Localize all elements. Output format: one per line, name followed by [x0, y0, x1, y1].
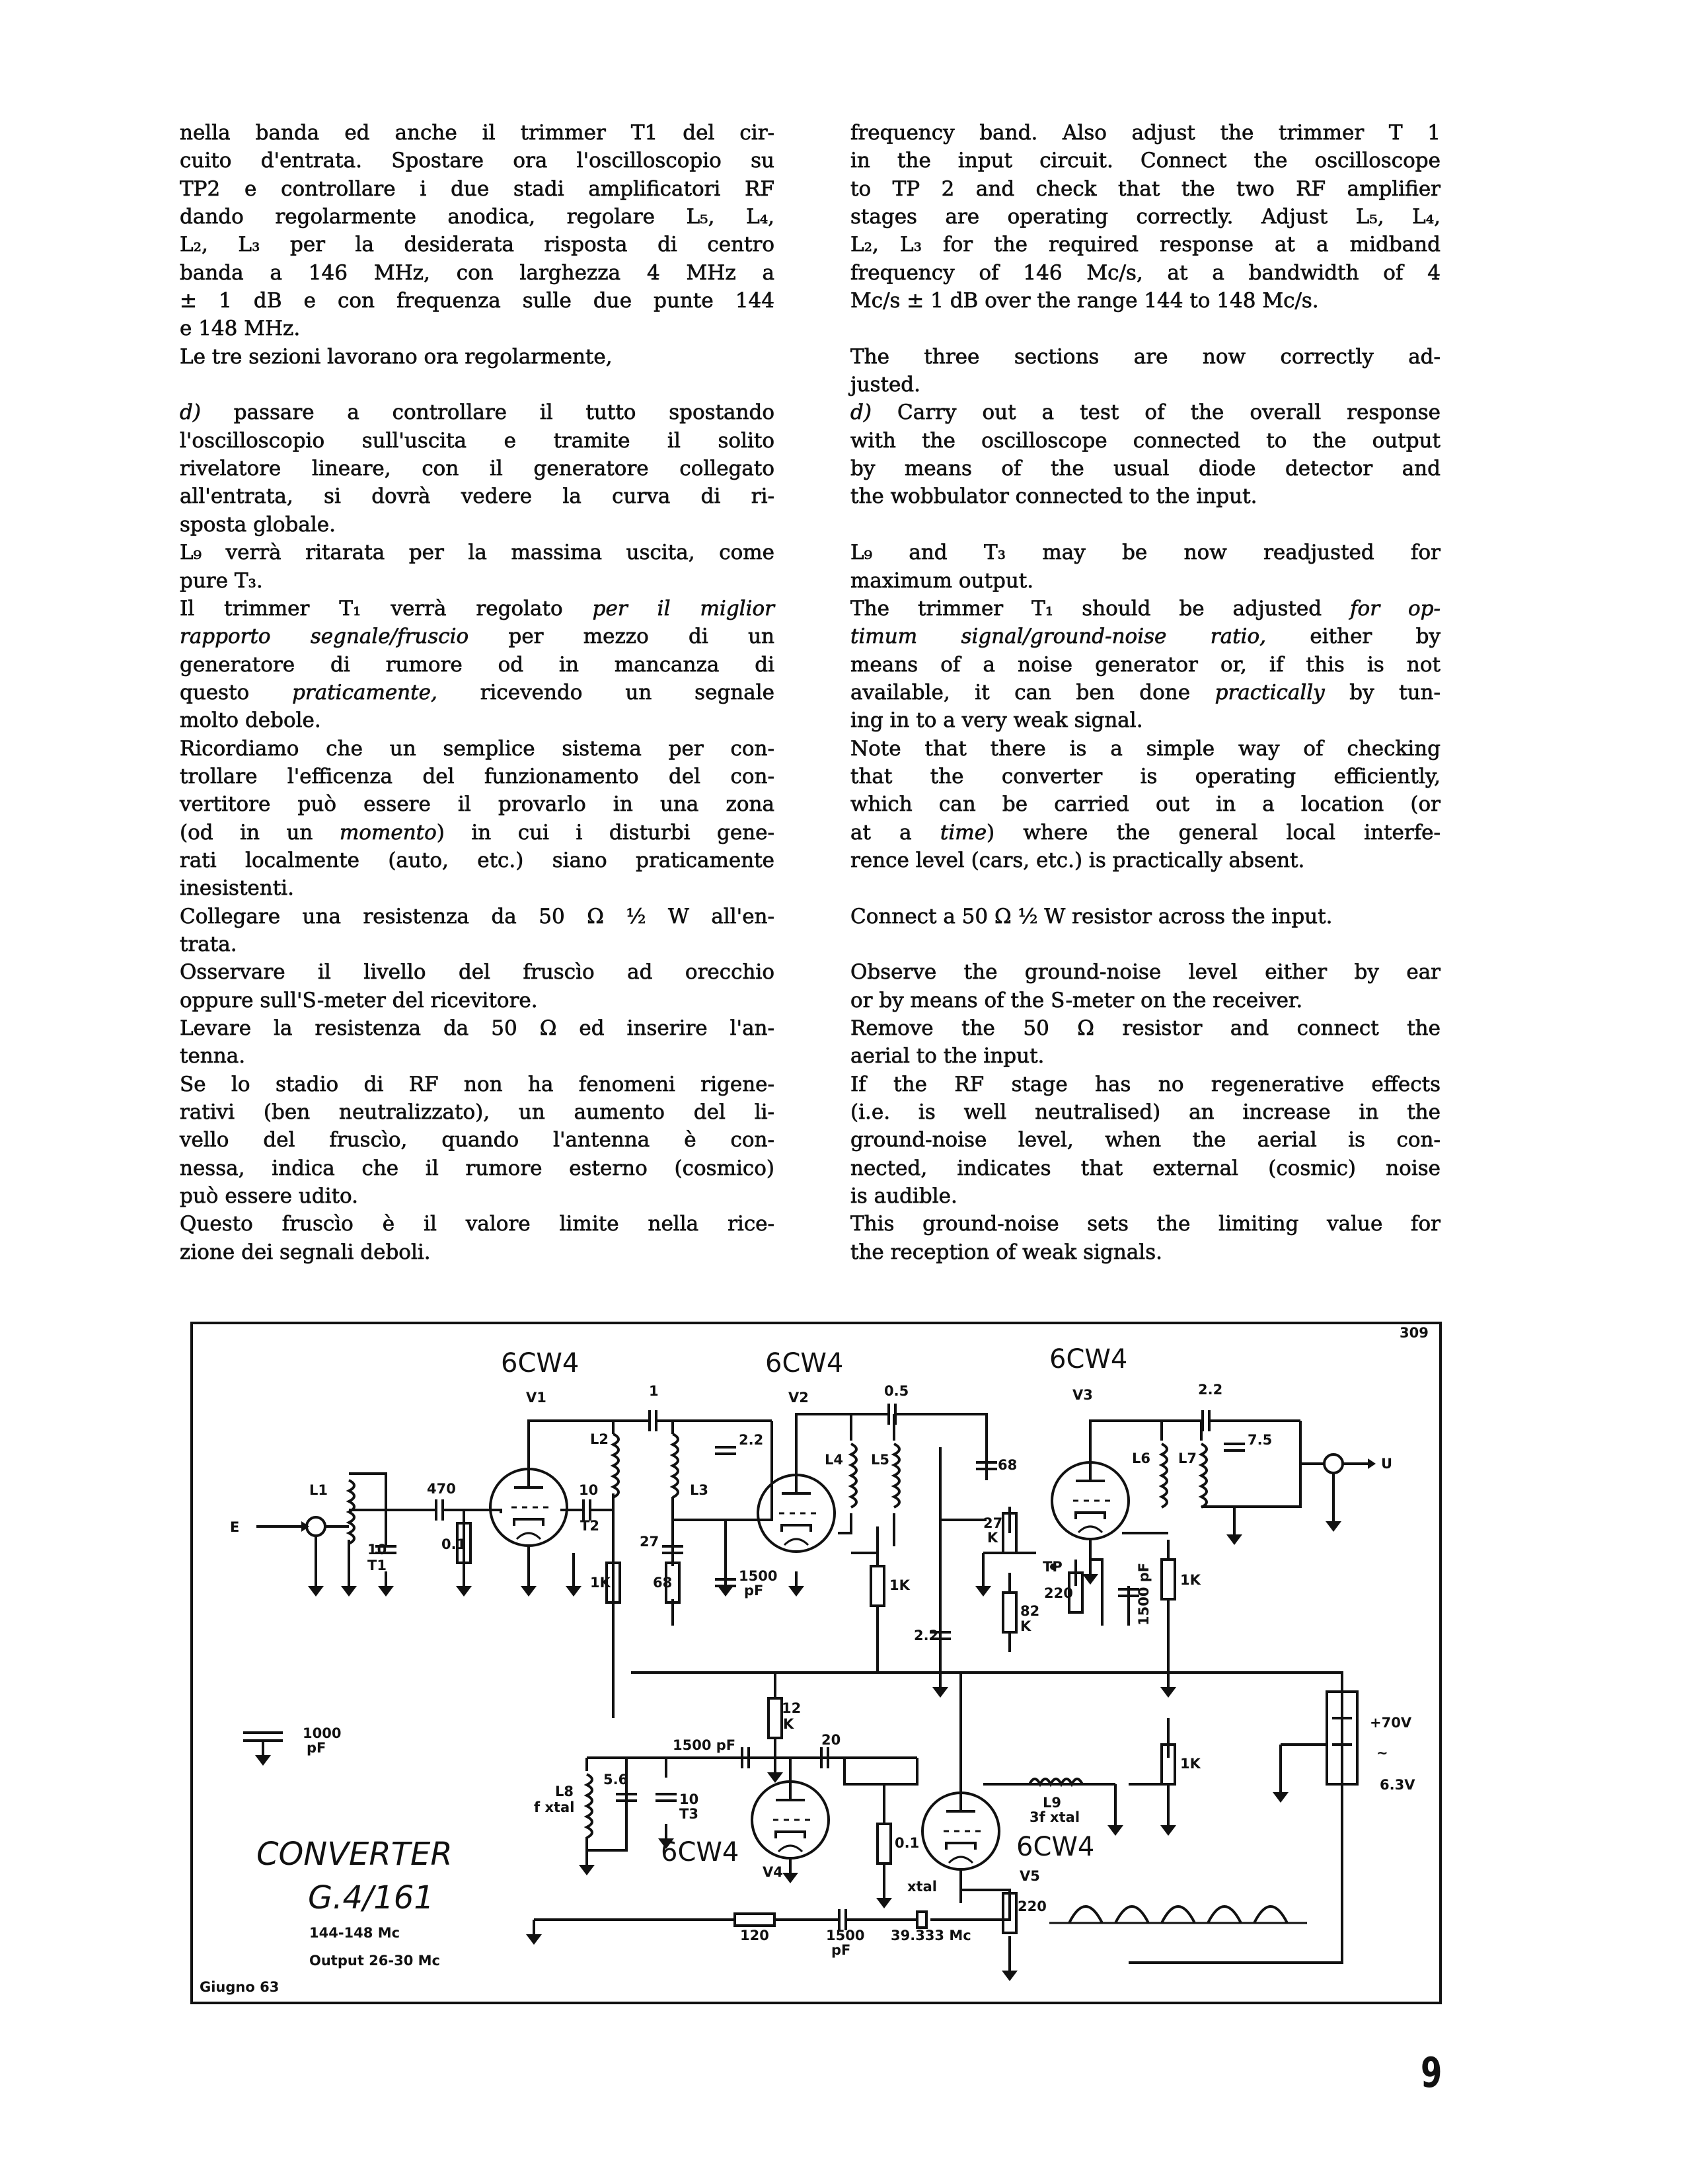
svg-text:+70V: +70V	[1370, 1715, 1412, 1731]
text-segment: in the input circuit. Connect the oscilloscope	[850, 149, 1441, 173]
text-segment: maximum output.	[850, 568, 1034, 593]
italic-text: practically	[1215, 680, 1325, 704]
text-line	[180, 1014, 774, 1042]
text-segment: TP2 e controllare i due stadi amplificatori RF	[180, 176, 774, 201]
text-line	[850, 987, 1441, 1014]
svg-text:L4: L4	[825, 1452, 843, 1468]
text-segment: nessa, indica che il rumore esterno (cosmico)	[180, 1156, 774, 1180]
text-segment: e 148 MHz.	[180, 317, 301, 341]
text-line	[850, 763, 1441, 790]
text-line	[850, 958, 1441, 986]
svg-text:L6: L6	[1132, 1450, 1150, 1466]
text-line	[180, 427, 774, 455]
text-segment: trata.	[180, 932, 237, 956]
text-segment: per mezzo di un	[468, 624, 775, 649]
svg-text:V4: V4	[763, 1864, 783, 1880]
text-segment: nella banda ed anche il trimmer T1 del cir-	[180, 121, 774, 145]
text-segment: (od in un	[180, 820, 340, 845]
tube-v5	[922, 1790, 1094, 1884]
text-line	[850, 119, 1441, 147]
text-segment: ) in cui i disturbi gene-	[436, 820, 774, 845]
text-segment: rence level (cars, etc.) is practically absent.	[850, 848, 1305, 872]
text-segment: which can be carried out in a location (or	[850, 792, 1441, 817]
text-line	[850, 1210, 1441, 1238]
svg-text:L2: L2	[590, 1431, 609, 1447]
text-line	[180, 735, 774, 763]
text-line	[180, 175, 774, 203]
text-line	[180, 343, 774, 371]
text-line	[180, 539, 774, 566]
text-segment: with the oscilloscope connected to the output	[850, 428, 1441, 453]
svg-text:K: K	[783, 1716, 794, 1732]
blank-line	[850, 315, 1441, 342]
svg-text:1K: 1K	[1180, 1756, 1201, 1772]
text-segment: rati localmente (auto, etc.) siano praticamente	[180, 848, 774, 872]
italian-text-column	[180, 119, 774, 1266]
svg-text:L7: L7	[1178, 1450, 1197, 1466]
text-line	[850, 679, 1441, 706]
svg-text:6CW4: 6CW4	[661, 1837, 739, 1867]
text-segment: rivelatore lineare, con il generatore collegato	[180, 457, 774, 481]
text-segment: stages are operating correctly. Adjust L₅, L₄,	[850, 205, 1441, 229]
text-line	[180, 706, 774, 734]
text-line	[850, 1071, 1441, 1098]
frequency-band: 144-148 Mc	[309, 1925, 400, 1941]
italic-text: d)	[180, 400, 201, 425]
italic-text: time	[940, 820, 987, 845]
text-segment: zione dei segnali deboli.	[180, 1240, 431, 1264]
svg-text:T1: T1	[367, 1558, 387, 1573]
svg-text:L3: L3	[690, 1482, 708, 1498]
text-segment: banda a 146 MHz, con larghezza 4 MHz a	[180, 260, 774, 285]
text-line	[850, 259, 1441, 287]
text-line	[850, 231, 1441, 258]
svg-text:1K: 1K	[889, 1577, 910, 1593]
svg-text:2.2: 2.2	[914, 1628, 939, 1643]
text-segment: The three sections are now correctly ad-	[850, 344, 1441, 369]
text-line	[180, 1126, 774, 1154]
text-segment: può essere udito.	[180, 1184, 359, 1209]
svg-text:pF: pF	[744, 1583, 764, 1599]
text-line	[180, 259, 774, 287]
svg-text:10: 10	[367, 1542, 387, 1558]
text-segment: or by means of the S-meter on the receiver.	[850, 988, 1303, 1012]
sheet-number: 309	[1400, 1325, 1429, 1341]
text-segment: by tun-	[1324, 680, 1441, 704]
svg-text:120: 120	[740, 1928, 769, 1943]
italic-text: for op-	[1350, 596, 1441, 621]
text-line	[850, 903, 1441, 930]
svg-text:39.333 Mc: 39.333 Mc	[891, 1928, 971, 1943]
svg-text:1000: 1000	[303, 1725, 342, 1741]
text-segment: the reception of weak signals.	[850, 1240, 1162, 1264]
text-segment: Ricordiamo che un semplice sistema per con-	[180, 736, 774, 761]
text-line	[180, 1210, 774, 1238]
text-segment: Se lo stadio di RF non ha fenomeni rigene-	[180, 1072, 774, 1096]
converter-schematic	[190, 1322, 1442, 2004]
text-line	[850, 1042, 1441, 1070]
svg-text:10: 10	[679, 1791, 699, 1807]
text-line	[180, 1098, 774, 1126]
text-segment: Le tre sezioni lavorano ora regolarmente,	[180, 344, 613, 369]
text-line	[850, 819, 1441, 847]
text-segment: Questo fruscìo è il valore limite nella rice-	[180, 1212, 774, 1236]
text-line	[850, 595, 1441, 622]
text-line	[180, 958, 774, 986]
svg-text:27: 27	[983, 1515, 1003, 1531]
text-line	[180, 847, 774, 874]
text-segment: Osservare il livello del fruscìo ad orecchio	[180, 960, 774, 985]
svg-text:3f xtal: 3f xtal	[1030, 1809, 1080, 1825]
svg-text:1500: 1500	[739, 1568, 778, 1584]
text-segment: is audible.	[850, 1184, 957, 1209]
schematic-date: Giugno 63	[200, 1979, 280, 1995]
svg-text:10: 10	[579, 1482, 599, 1498]
text-line	[180, 231, 774, 258]
text-segment: If the RF stage has no regenerative effects	[850, 1072, 1441, 1096]
text-segment: trollare l'efficenza del funzionamento del con-	[180, 764, 774, 788]
text-segment: Levare la resistenza da 50 Ω ed inserire l'an-	[180, 1016, 774, 1040]
text-segment: justed.	[850, 373, 920, 397]
text-segment: L₉ verrà ritarata per la massima uscita, come	[180, 541, 774, 565]
text-line	[850, 651, 1441, 679]
text-segment: passare a controllare il tutto spostando	[200, 400, 774, 425]
text-line	[850, 343, 1441, 371]
page-number: 9	[1421, 2049, 1442, 2097]
svg-text:L1: L1	[309, 1482, 328, 1498]
svg-text:E: E	[230, 1519, 240, 1535]
svg-text:L9: L9	[1043, 1795, 1061, 1811]
text-segment: This ground-noise sets the limiting value for	[850, 1212, 1441, 1236]
svg-text:6CW4: 6CW4	[1016, 1832, 1095, 1862]
svg-text:0.1: 0.1	[441, 1536, 467, 1552]
svg-text:V1: V1	[526, 1390, 546, 1406]
text-segment: Collegare una resistenza da 50 Ω ½ W all'en-	[180, 904, 774, 928]
svg-text:12: 12	[782, 1700, 802, 1716]
text-line	[850, 706, 1441, 734]
text-line	[180, 567, 774, 595]
text-line	[180, 1182, 774, 1210]
svg-text:1500 pF: 1500 pF	[673, 1737, 736, 1753]
text-line	[180, 763, 774, 790]
blank-line	[180, 371, 774, 398]
text-segment: L₂, L₃ per la desiderata risposta di centro	[180, 233, 774, 257]
text-line	[180, 903, 774, 930]
text-segment: molto debole.	[180, 708, 321, 733]
blank-line	[850, 511, 1441, 539]
text-segment: inesistenti.	[180, 876, 294, 901]
text-segment: nected, indicates that external (cosmic) noise	[850, 1156, 1441, 1180]
text-segment: all'entrata, si dovrà vedere la curva di ri-	[180, 484, 774, 509]
text-line	[180, 398, 774, 426]
text-line	[180, 119, 774, 147]
svg-text:f xtal: f xtal	[534, 1799, 575, 1815]
text-segment: pure T₃.	[180, 568, 263, 593]
svg-text:6CW4: 6CW4	[1049, 1344, 1128, 1374]
text-line	[180, 511, 774, 539]
text-line	[850, 1182, 1441, 1210]
text-line	[180, 1042, 774, 1070]
text-line	[180, 455, 774, 482]
text-segment: (i.e. is well neutralised) an increase in the	[850, 1100, 1441, 1125]
text-segment: dando regolarmente anodica, regolare L₅, L₄,	[180, 205, 774, 229]
text-segment: Mc/s ± 1 dB over the range 144 to 148 Mc/s.	[850, 289, 1319, 313]
text-segment: either by	[1265, 624, 1441, 649]
svg-text:L5: L5	[871, 1452, 889, 1468]
svg-text:20: 20	[821, 1732, 841, 1748]
svg-text:6CW4: 6CW4	[765, 1348, 844, 1378]
text-segment: vertitore può essere il provarlo in una zona	[180, 792, 774, 817]
italic-text: momento	[339, 820, 437, 845]
text-line	[180, 819, 774, 847]
text-segment: means of a noise generator or, if this is not	[850, 652, 1441, 677]
text-line	[180, 203, 774, 231]
text-segment: the wobbulator connected to the input.	[850, 484, 1257, 509]
text-line	[180, 287, 774, 315]
svg-text:1500 pF: 1500 pF	[1136, 1562, 1152, 1626]
svg-text:82: 82	[1020, 1603, 1040, 1619]
text-segment: ± 1 dB e con frequenza sulle due punte 144	[180, 289, 774, 313]
svg-text:xtal: xtal	[907, 1879, 937, 1895]
svg-text:7.5: 7.5	[1248, 1432, 1273, 1448]
text-segment: ground-noise level, when the aerial is con-	[850, 1128, 1441, 1152]
text-segment: to TP 2 and check that the two RF amplifier	[850, 176, 1441, 201]
text-line	[850, 735, 1441, 763]
text-line	[850, 1154, 1441, 1182]
text-segment: that the converter is operating efficiently,	[850, 764, 1441, 788]
text-line	[180, 482, 774, 510]
svg-text:6CW4: 6CW4	[501, 1348, 580, 1378]
italic-text: d)	[850, 400, 872, 425]
svg-text:0.5: 0.5	[884, 1383, 909, 1399]
schematic-model: G.4/161	[308, 1879, 434, 1916]
capacitor-symbol-legend	[243, 1733, 283, 1766]
text-segment: frequency of 146 Mc/s, at a bandwidth of 4	[850, 260, 1441, 285]
svg-text:T2: T2	[580, 1518, 599, 1534]
text-line	[180, 1071, 774, 1098]
text-line	[850, 1238, 1441, 1266]
blank-line	[850, 874, 1441, 902]
text-segment: The trimmer T₁ should be adjusted	[850, 596, 1351, 621]
svg-text:470: 470	[427, 1481, 456, 1497]
text-segment: oppure sull'S-meter del ricevitore.	[180, 988, 538, 1012]
text-line	[180, 315, 774, 342]
svg-text:L8: L8	[555, 1784, 574, 1799]
text-segment: by means of the usual diode detector and	[850, 457, 1441, 481]
svg-text:K: K	[987, 1530, 998, 1546]
svg-text:pF: pF	[831, 1942, 851, 1958]
svg-text:5.6: 5.6	[603, 1772, 628, 1788]
tube-v1	[490, 1348, 579, 1546]
text-segment: frequency band. Also adjust the trimmer T 1	[850, 121, 1441, 145]
text-segment: ricevendo un segnale	[437, 680, 774, 704]
svg-text:T3: T3	[679, 1806, 698, 1822]
text-line	[850, 1014, 1441, 1042]
text-segment: sposta globale.	[180, 512, 336, 537]
svg-text:1: 1	[649, 1383, 659, 1399]
text-segment: L₂, L₃ for the required response at a midband	[850, 233, 1441, 257]
text-segment: available, it can ben done	[850, 680, 1215, 704]
text-line	[180, 874, 774, 902]
svg-text:V5: V5	[1020, 1868, 1040, 1884]
text-segment: rativi (ben neutralizzato), un aumento del li-	[180, 1100, 774, 1125]
english-text-column	[850, 119, 1441, 1266]
svg-text:pF: pF	[307, 1740, 326, 1756]
svg-text:V3: V3	[1072, 1387, 1093, 1403]
text-line	[850, 175, 1441, 203]
italic-text: praticamente,	[292, 680, 437, 704]
text-line	[850, 567, 1441, 595]
text-line	[180, 987, 774, 1014]
svg-text:220: 220	[1018, 1899, 1047, 1914]
blank-line	[850, 930, 1441, 958]
text-segment: Carry out a test of the overall response	[871, 400, 1441, 425]
text-segment: ing in to a very weak signal.	[850, 708, 1143, 733]
text-line	[850, 790, 1441, 818]
svg-text:~: ~	[1376, 1745, 1388, 1761]
text-line	[850, 1126, 1441, 1154]
svg-text:1500: 1500	[826, 1928, 865, 1943]
text-line	[850, 427, 1441, 455]
text-segment: tenna.	[180, 1044, 246, 1069]
text-segment: cuito d'entrata. Spostare ora l'oscilloscopio su	[180, 149, 774, 173]
text-line	[850, 482, 1441, 510]
text-segment: aerial to the input.	[850, 1044, 1045, 1069]
text-line	[180, 1238, 774, 1266]
text-segment: at a	[850, 820, 940, 845]
text-line	[180, 595, 774, 622]
svg-text:K: K	[1020, 1618, 1031, 1634]
svg-text:0.1: 0.1	[895, 1835, 920, 1851]
svg-text:68: 68	[998, 1457, 1018, 1473]
text-line	[180, 930, 774, 958]
text-line	[180, 679, 774, 706]
svg-text:2.2: 2.2	[739, 1432, 764, 1448]
text-line	[850, 539, 1441, 566]
text-segment: L₉ and T₃ may be now readjusted for	[850, 541, 1441, 565]
text-line	[850, 147, 1441, 174]
text-segment: l'oscilloscopio sull'uscita e tramite il solito	[180, 428, 774, 453]
text-line	[850, 455, 1441, 482]
text-line	[850, 847, 1441, 874]
svg-text:TP: TP	[1043, 1559, 1063, 1575]
text-line	[850, 1098, 1441, 1126]
svg-text:220: 220	[1044, 1585, 1073, 1601]
text-line	[850, 287, 1441, 315]
svg-text:2.2: 2.2	[1198, 1382, 1223, 1398]
text-line	[180, 1154, 774, 1182]
svg-text:1K: 1K	[1180, 1572, 1201, 1588]
italic-text: rapporto segnale/fruscio	[180, 624, 469, 649]
text-line	[180, 622, 774, 650]
text-segment: Note that there is a simple way of checking	[850, 736, 1441, 761]
italic-text: per il miglior	[592, 596, 774, 621]
svg-text:1K: 1K	[590, 1575, 611, 1591]
text-segment: Remove the 50 Ω resistor and connect the	[850, 1016, 1441, 1040]
text-line	[850, 622, 1441, 650]
schematic-title: CONVERTER	[256, 1836, 453, 1873]
text-segment: generatore di rumore od in mancanza di	[180, 652, 774, 677]
text-line	[850, 203, 1441, 231]
text-segment: ) where the general local interfe-	[987, 820, 1441, 845]
italic-text: timum signal/ground-noise ratio,	[850, 624, 1266, 649]
text-segment: vello del fruscìo, quando l'antenna è con-	[180, 1128, 774, 1152]
text-line	[850, 398, 1441, 426]
svg-text:V2: V2	[788, 1390, 809, 1406]
svg-text:6.3V: 6.3V	[1380, 1777, 1415, 1793]
text-segment: Observe the ground-noise level either by ear	[850, 960, 1441, 985]
text-line	[180, 147, 774, 174]
svg-text:68: 68	[653, 1575, 673, 1591]
svg-text:U: U	[1381, 1456, 1393, 1472]
output-frequency: Output 26-30 Mc	[309, 1953, 440, 1969]
text-line	[850, 371, 1441, 398]
text-segment: Connect a 50 Ω ½ W resistor across the input.	[850, 904, 1333, 928]
svg-text:27: 27	[640, 1534, 659, 1550]
text-segment: questo	[180, 680, 293, 704]
text-segment: Il trimmer T₁ verrà regolato	[180, 596, 593, 621]
text-line	[180, 651, 774, 679]
text-line	[180, 790, 774, 818]
